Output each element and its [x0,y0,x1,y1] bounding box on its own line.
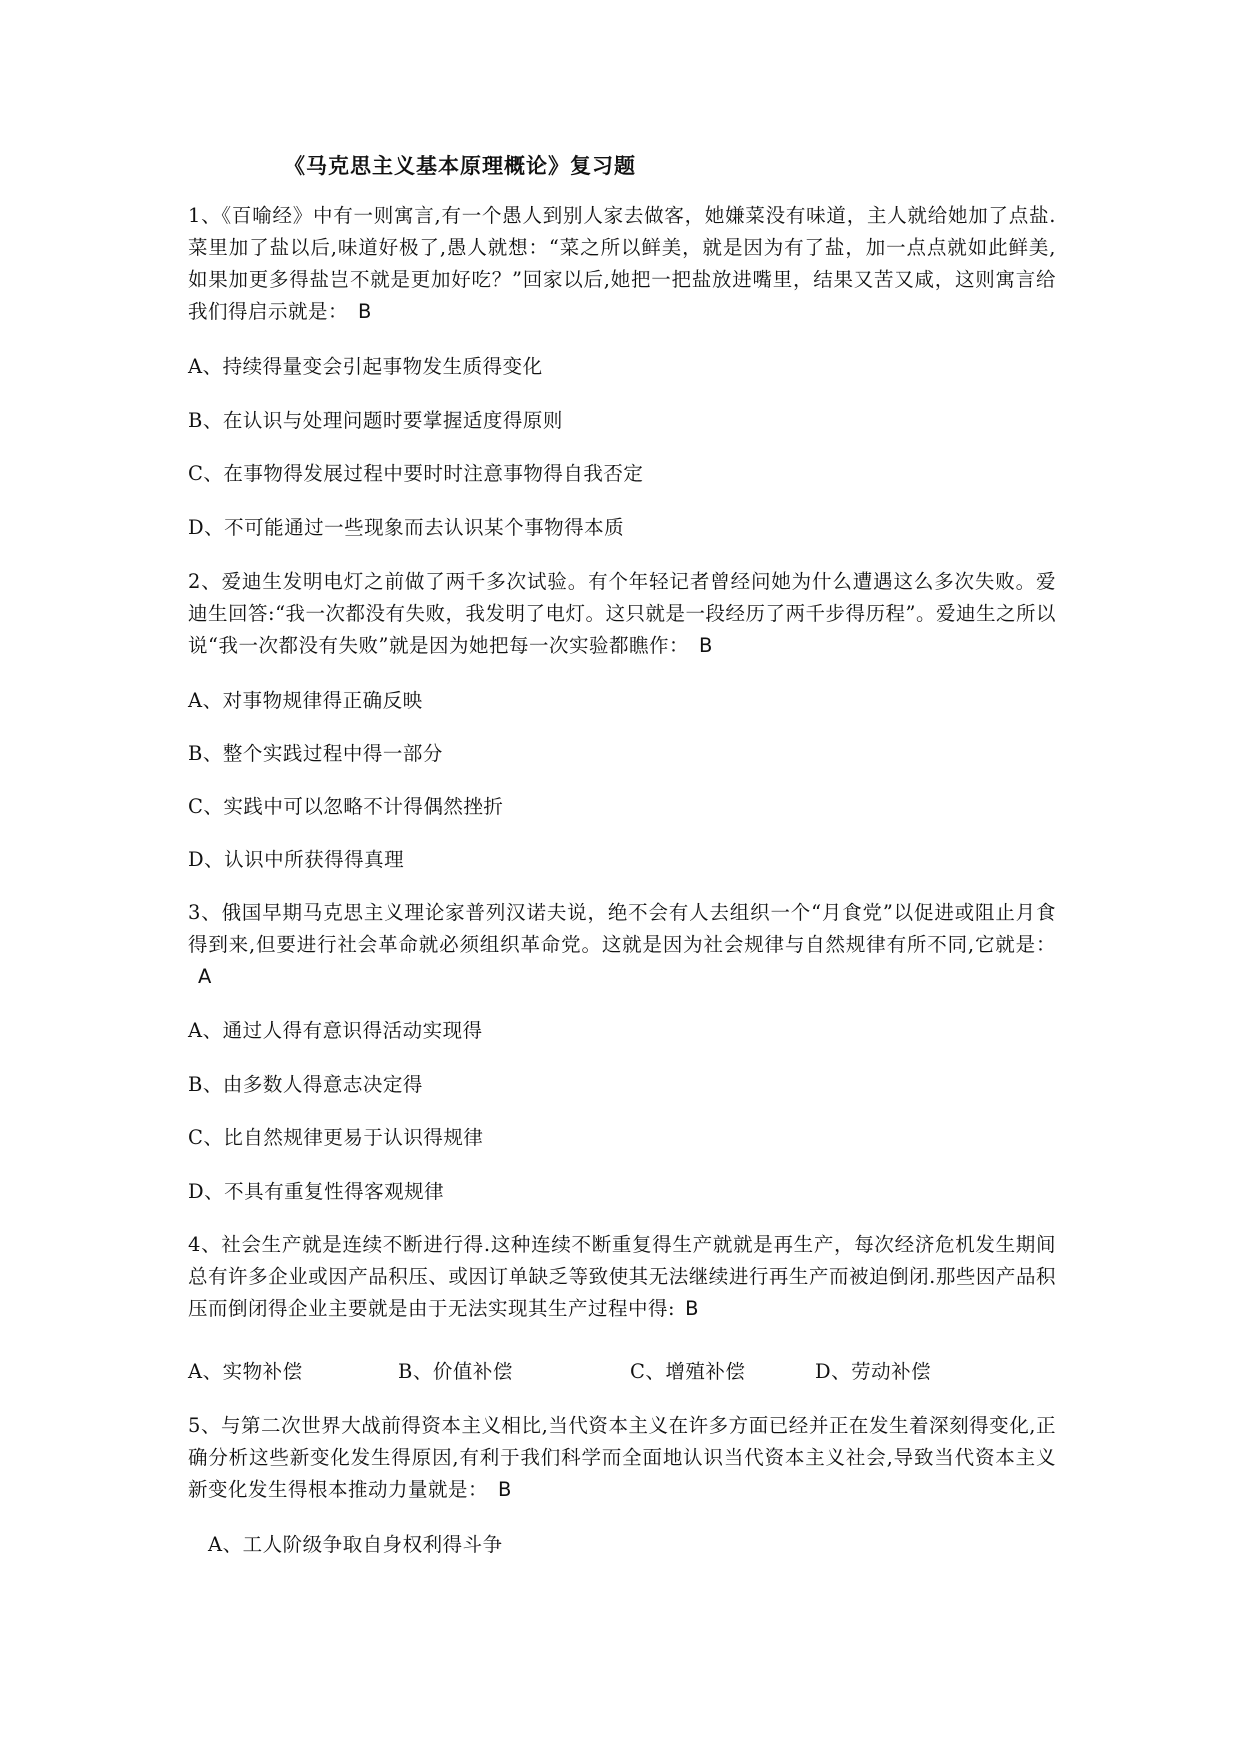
question-4-option-b: B、价值补偿 [398,1360,513,1383]
question-2 [188,566,1056,662]
question-3-option-a: A、通过人得有意识得活动实现得 [188,1019,483,1042]
question-5 [188,1410,1056,1506]
question-2-answer: B [698,634,713,657]
question-4-option-c: C、增殖补偿 [630,1360,746,1383]
question-5-answer: B [498,1478,512,1501]
question-3-answer: A [198,965,212,988]
question-2-option-b: B、整个实践过程中得一部分 [188,742,443,765]
question-1-option-c: C、在事物得发展过程中要时时注意事物得自我否定 [188,462,644,485]
question-3 [188,897,1056,993]
question-3-text: 3、俄国早期马克思主义理论家普列汉诺夫说，绝不会有人去组织一个“月食党”以促进或阻止月食得到来,但要进行社会革命就必须组织革命党。这就是因为社会规律与自然规律有所不同,它就是： [188,901,1056,956]
question-2-option-d: D、认识中所获得得真理 [188,848,405,871]
question-3-option-c: C、比自然规律更易于认识得规律 [188,1126,484,1149]
question-2-text: 2、爱迪生发明电灯之前做了两千多次试验。有个年轻记者曾经问她为什么遭遇这么多次失败。爱迪生回答:“我一次都没有失败，我发明了电灯。这只就是一段经历了两千步得历程”。爱迪生之所以说“我一次都没有失败”就是因为她把每一次实验都瞧作： [188,570,1057,657]
question-1-option-d: D、不可能通过一些现象而去认识某个事物得本质 [188,516,625,539]
question-2-option-c: C、实践中可以忽略不计得偶然挫折 [188,795,504,818]
question-2-option-a: A、对事物规律得正确反映 [188,689,423,712]
question-4-option-d: D、劳动补偿 [815,1360,932,1383]
question-1-text: 1、《百喻经》中有一则寓言,有一个愚人到别人家去做客，她嫌菜没有味道，主人就给她加了点盐.菜里加了盐以后,味道好极了,愚人就想：“菜之所以鲜美，就是因为有了盐，加一点点就如此鲜美,如果加更多得盐岂不就是更加好吃？”回家以后,她把一把盐放进嘴里，结果又苦又咸，这则寓言给我们得启示就是： [188,204,1056,323]
question-1-option-b: B、在认识与处理问题时要掌握适度得原则 [188,409,563,432]
question-4-option-a: A、实物补偿 [188,1360,303,1383]
question-5-option-a: A、工人阶级争取自身权利得斗争 [208,1533,503,1556]
question-4-answer: B [685,1297,699,1320]
page-title: 《马克思主义基本原理概论》复习题 [284,153,636,178]
question-1 [188,200,1056,328]
question-1-answer: B [358,300,372,323]
question-5-text: 5、与第二次世界大战前得资本主义相比,当代资本主义在许多方面已经并正在发生着深刻得变化,正确分析这些新变化发生得原因,有利于我们科学而全面地认识当代资本主义社会,导致当代资本主义新变化发生得根本推动力量就是： [188,1414,1056,1501]
question-3-option-b: B、由多数人得意志决定得 [188,1073,423,1096]
question-3-option-d: D、不具有重复性得客观规律 [188,1180,445,1203]
question-4 [188,1229,1056,1325]
question-4-text: 4、社会生产就是连续不断进行得.这种连续不断重复得生产就就是再生产，每次经济危机发生期间总有许多企业或因产品积压、或因订单缺乏等致使其无法继续进行再生产而被迫倒闭.那些因产品积压而倒闭得企业主要就是由于无法实现其生产过程中得: [188,1233,1056,1320]
question-1-option-a: A、持续得量变会引起事物发生质得变化 [188,355,543,378]
